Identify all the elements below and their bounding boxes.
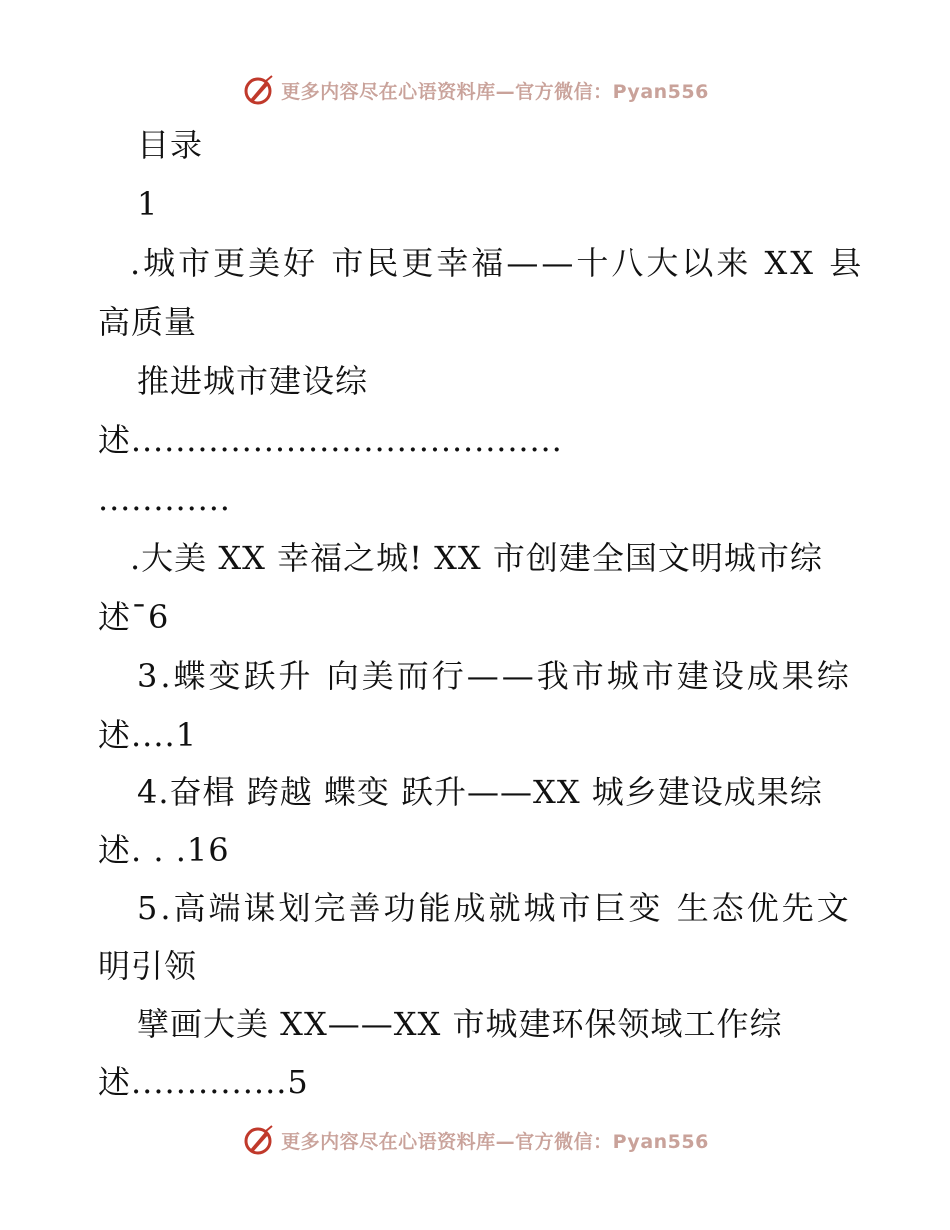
toc-line: 5.高端谋划完善功能成就城市巨变 生态优先文 — [137, 889, 852, 927]
toc-line: 1 — [137, 185, 159, 223]
footer-banner — [0, 1120, 950, 1160]
toc-line: 3.蝶变跃升 向美而行——我市城市建设成果综 — [137, 657, 852, 695]
footer-banner-text: 更多内容尽在心语资料库—官方微信：Pyan556 — [281, 1130, 709, 1153]
toc-line: 擘画大美 XX——XX 市城建环保领域工作综 — [137, 1005, 783, 1043]
quill-pen-logo-icon — [241, 1123, 275, 1157]
toc-line: 高质量 — [98, 303, 198, 341]
toc-line: .大美 XX 幸福之城! XX 市创建全国文明城市综 — [130, 539, 823, 577]
toc-line: 述..............5 — [98, 1063, 309, 1101]
toc-line: 推进城市建设综 — [137, 362, 369, 400]
toc-line: 明引领 — [98, 947, 198, 985]
toc-line: 述....................................... — [98, 421, 563, 459]
toc-line: 述¯6 — [98, 598, 170, 636]
toc-line: 述. . .16 — [98, 831, 230, 869]
toc-line: ............ — [98, 480, 231, 518]
document-title: 目录 — [137, 126, 204, 164]
toc-line: .城市更美好 市民更幸福——十八大以来 XX 县 — [130, 244, 865, 282]
header-banner-text: 更多内容尽在心语资料库—官方微信：Pyan556 — [281, 80, 709, 103]
toc-line: 述....1 — [98, 716, 198, 754]
toc-line: 4.奋楫 跨越 蝶变 跃升——XX 城乡建设成果综 — [137, 773, 823, 811]
